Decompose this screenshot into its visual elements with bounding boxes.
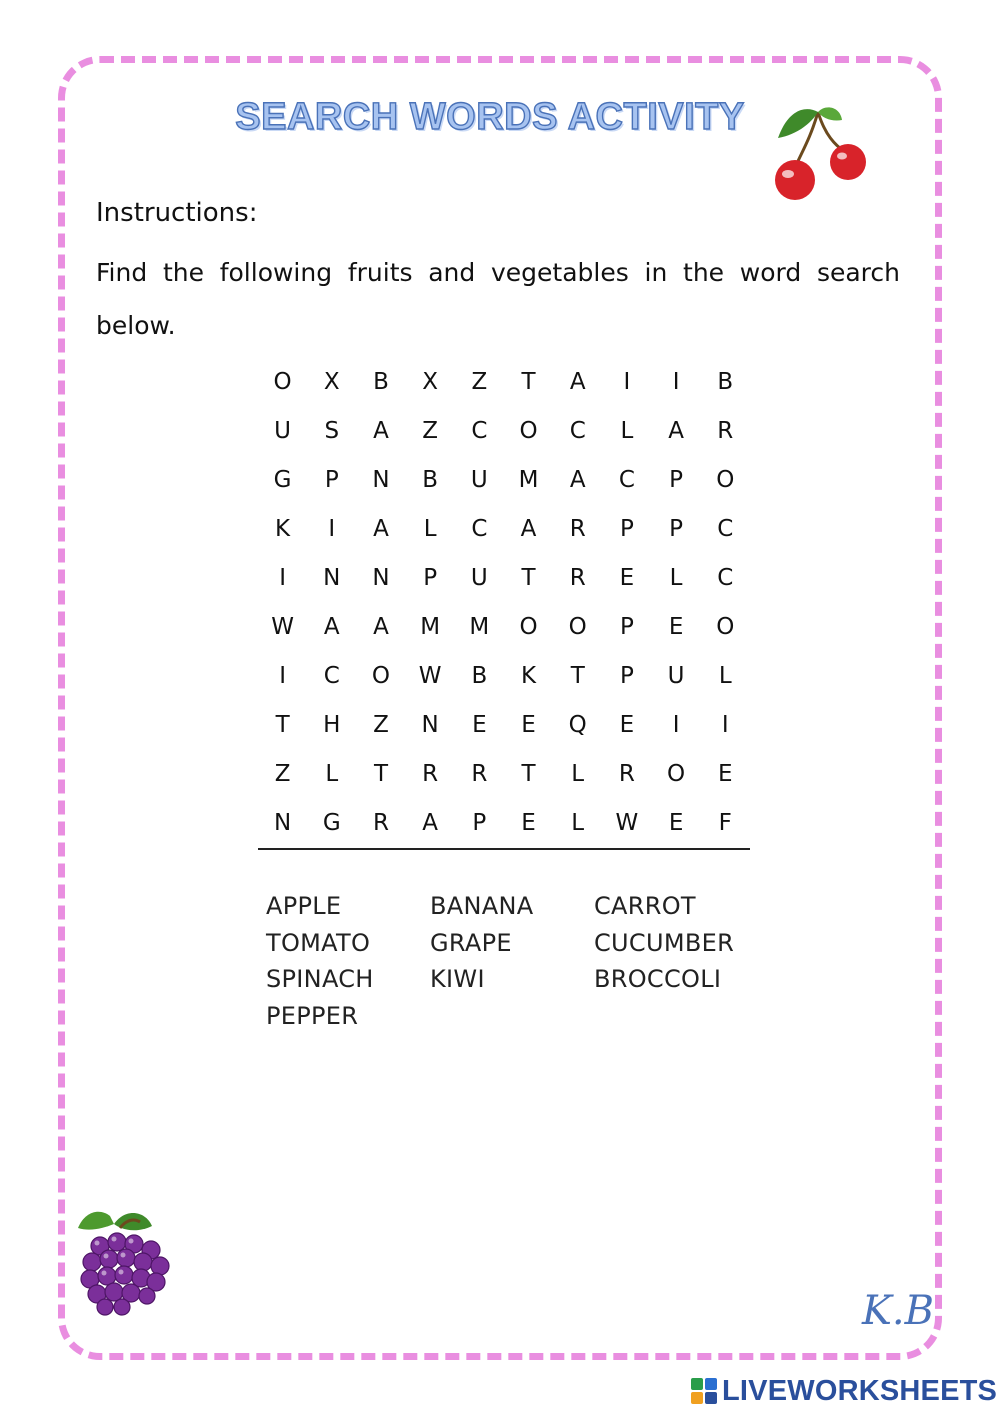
- grid-letter: R: [618, 761, 635, 787]
- grid-letter: X: [323, 369, 340, 395]
- grid-letter: O: [519, 418, 538, 444]
- author-signature: K.B: [862, 1288, 934, 1334]
- grid-letter: R: [471, 761, 488, 787]
- grid-letter: R: [569, 565, 586, 591]
- grid-letter: I: [721, 712, 729, 738]
- grid-letter: C: [323, 663, 340, 689]
- grid-letter: Z: [274, 761, 291, 787]
- grid-letter: E: [619, 565, 635, 591]
- grid-letter: U: [470, 467, 488, 493]
- grid-letter: R: [717, 418, 734, 444]
- grid-letter: L: [571, 810, 585, 836]
- grid-letter: A: [668, 418, 684, 444]
- grid-letter: P: [669, 516, 684, 542]
- grid-letter: O: [716, 614, 735, 640]
- grid-letter: X: [422, 369, 439, 395]
- grid-letter: G: [322, 810, 341, 836]
- word-list-item: APPLE: [266, 892, 342, 920]
- grid-letter: O: [568, 614, 587, 640]
- grid-letter: O: [273, 369, 292, 395]
- grid-letter: E: [668, 810, 684, 836]
- grid-letter: H: [323, 712, 341, 738]
- page-title: SEARCH WORDS ACTIVITY: [235, 96, 745, 138]
- grid-letter: W: [418, 663, 442, 689]
- word-list-item: CUCUMBER: [594, 928, 735, 957]
- grid-letter: C: [471, 418, 488, 444]
- instructions-text: Find the following fruits and vegetables in the word search below.: [96, 258, 900, 340]
- grid-letter: T: [275, 712, 290, 738]
- grid-letter: U: [470, 565, 488, 591]
- grid-letter: B: [717, 369, 734, 395]
- grid-letter: P: [472, 810, 487, 836]
- grid-letter: Z: [422, 418, 439, 444]
- grid-letter: E: [521, 712, 536, 738]
- word-list: [266, 888, 766, 1034]
- grid-letter: W: [271, 614, 294, 640]
- grid-letter: K: [520, 663, 537, 689]
- grid-divider: [258, 848, 750, 850]
- grid-letter: L: [669, 565, 683, 591]
- word-list-item: KIWI: [430, 965, 485, 993]
- grid-letter: R: [372, 810, 389, 836]
- grid-letter: N: [372, 467, 390, 493]
- grid-letter: N: [323, 565, 341, 591]
- grid-letter: C: [569, 418, 586, 444]
- grid-letter: P: [669, 467, 684, 493]
- grid-letter: A: [323, 614, 340, 640]
- grid-letter: A: [373, 516, 389, 542]
- word-list-item: GRAPE: [430, 928, 512, 957]
- grid-letter: L: [718, 663, 732, 689]
- grid-letter: O: [716, 467, 735, 493]
- grid-letter: T: [570, 663, 585, 689]
- grid-letter: U: [667, 663, 685, 689]
- grid-letter: F: [718, 810, 732, 836]
- grid-letter: C: [717, 565, 734, 591]
- grid-letter: R: [569, 516, 586, 542]
- grid-letter: O: [667, 761, 686, 787]
- grid-letter: T: [521, 369, 536, 395]
- grid-letter: B: [373, 369, 389, 395]
- grapes-icon: [70, 1206, 175, 1316]
- grid-letter: E: [521, 810, 536, 836]
- grid-letter: S: [324, 418, 340, 444]
- word-list-item: SPINACH: [266, 965, 374, 993]
- grid-letter: M: [420, 614, 441, 640]
- liveworksheets-logo-icon: [690, 1377, 718, 1405]
- grid-letter: E: [718, 761, 733, 787]
- grid-letter: B: [471, 663, 488, 689]
- grid-letter: N: [273, 810, 292, 836]
- grid-letter: P: [423, 565, 438, 591]
- grid-letter: A: [520, 516, 537, 542]
- grid-letter: C: [618, 467, 635, 493]
- grid-letter: K: [275, 516, 291, 542]
- grid-letter: I: [279, 663, 286, 689]
- brand-name: LIVEWORKSHEETS: [722, 1374, 998, 1407]
- grid-letter: T: [521, 565, 536, 591]
- grid-letter: Z: [471, 369, 488, 395]
- grid-letter: T: [521, 761, 536, 787]
- grid-letter: L: [620, 418, 634, 444]
- grid-letter: C: [471, 516, 488, 542]
- word-list-item: CARROT: [594, 892, 696, 920]
- grid-letter: E: [619, 712, 635, 738]
- grid-letter: R: [422, 761, 439, 787]
- grid-letter: A: [422, 810, 439, 836]
- grid-letter: Q: [568, 712, 587, 738]
- grid-letter: P: [324, 467, 339, 493]
- grid-letter: L: [571, 761, 585, 787]
- grid-letter: C: [717, 516, 734, 542]
- grid-letter: A: [373, 614, 389, 640]
- grid-letter: I: [672, 712, 680, 738]
- grid-letter: P: [619, 663, 634, 689]
- grid-letter: I: [623, 369, 631, 395]
- grid-letter: E: [668, 614, 684, 640]
- grid-letter: L: [325, 761, 339, 787]
- grid-letter: U: [274, 418, 292, 444]
- grid-letter: T: [373, 761, 388, 787]
- grid-letter: N: [421, 712, 439, 738]
- grid-letter: O: [519, 614, 538, 640]
- grid-letter: M: [469, 614, 490, 640]
- grid-letter: Z: [373, 712, 389, 738]
- grid-letter: O: [371, 663, 391, 689]
- grid-letter: I: [279, 565, 286, 591]
- grid-letter: N: [372, 565, 390, 591]
- grid-letter: I: [328, 516, 336, 542]
- instructions-label: Instructions:: [96, 198, 258, 228]
- grid-letter: L: [423, 516, 437, 542]
- grid-letter: P: [619, 516, 634, 542]
- grid-letter: E: [472, 712, 487, 738]
- word-list-item: BROCCOLI: [594, 965, 722, 993]
- liveworksheets-brand[interactable]: [690, 1374, 997, 1408]
- grid-letter: A: [569, 467, 586, 493]
- word-search-grid: [258, 358, 750, 848]
- grid-letter: P: [619, 614, 634, 640]
- grid-letter: B: [422, 467, 439, 493]
- grid-letter: G: [273, 467, 292, 493]
- grid-letter: I: [672, 369, 680, 395]
- grid-letter: A: [373, 418, 389, 444]
- grid-letter: W: [615, 810, 639, 836]
- cherry-icon: [770, 100, 875, 205]
- grid-letter: M: [518, 467, 539, 493]
- word-list-item: TOMATO: [266, 928, 371, 957]
- word-list-item: PEPPER: [266, 1001, 359, 1030]
- grid-letter: A: [569, 369, 586, 395]
- word-list-item: BANANA: [430, 892, 534, 920]
